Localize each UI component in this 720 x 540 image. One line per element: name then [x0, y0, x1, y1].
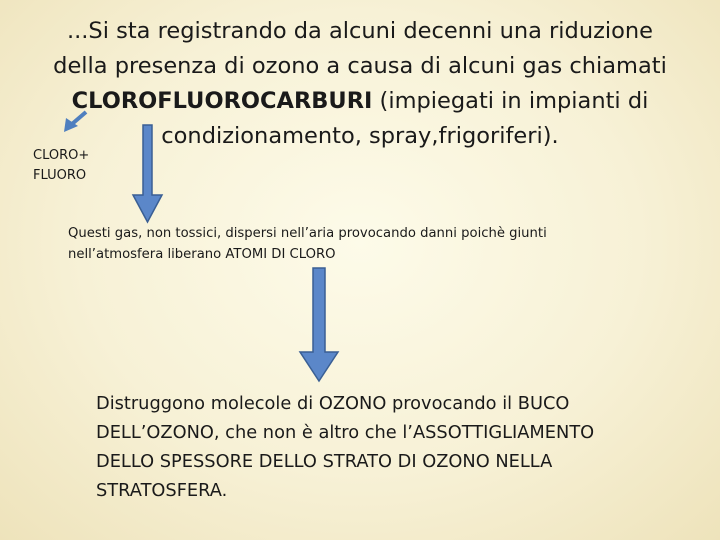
title-line-2: della presenza di ozono a causa di alcuni gas chiamati [53, 53, 667, 79]
title-line-4: condizionamento, spray,frigoriferi). [161, 123, 559, 149]
title-line-3-rest: (impiegati in impianti di [372, 88, 649, 114]
down-arrow-icon-1 [133, 125, 162, 222]
down-arrow-icon-2 [300, 268, 338, 381]
cfc-term: CLOROFLUOROCARBURI [71, 88, 373, 114]
side-label-line-2: FLUORO [33, 168, 87, 183]
title-line-1: ...Si sta registrando da alcuni decenni una riduzione [66, 18, 654, 44]
side-label-line-1: CLORO+ [33, 148, 90, 163]
pointer-arrow-icon [64, 112, 86, 132]
ozone-hole-paragraph: Distruggono molecole di OZONO provocando il BUCO DELL’OZONO, che non è altro che l’ASSOTTIGLIAMENTO DELLO SPESSORE DELLO STRATO DI OZONO NELLA STRATOSFERA. [96, 393, 595, 501]
chlorine-atoms-paragraph: Questi gas, non tossici, dispersi nell’aria provocando danni poichè giunti nell’atmosfera liberano ATOMI DI CLORO [68, 226, 547, 262]
